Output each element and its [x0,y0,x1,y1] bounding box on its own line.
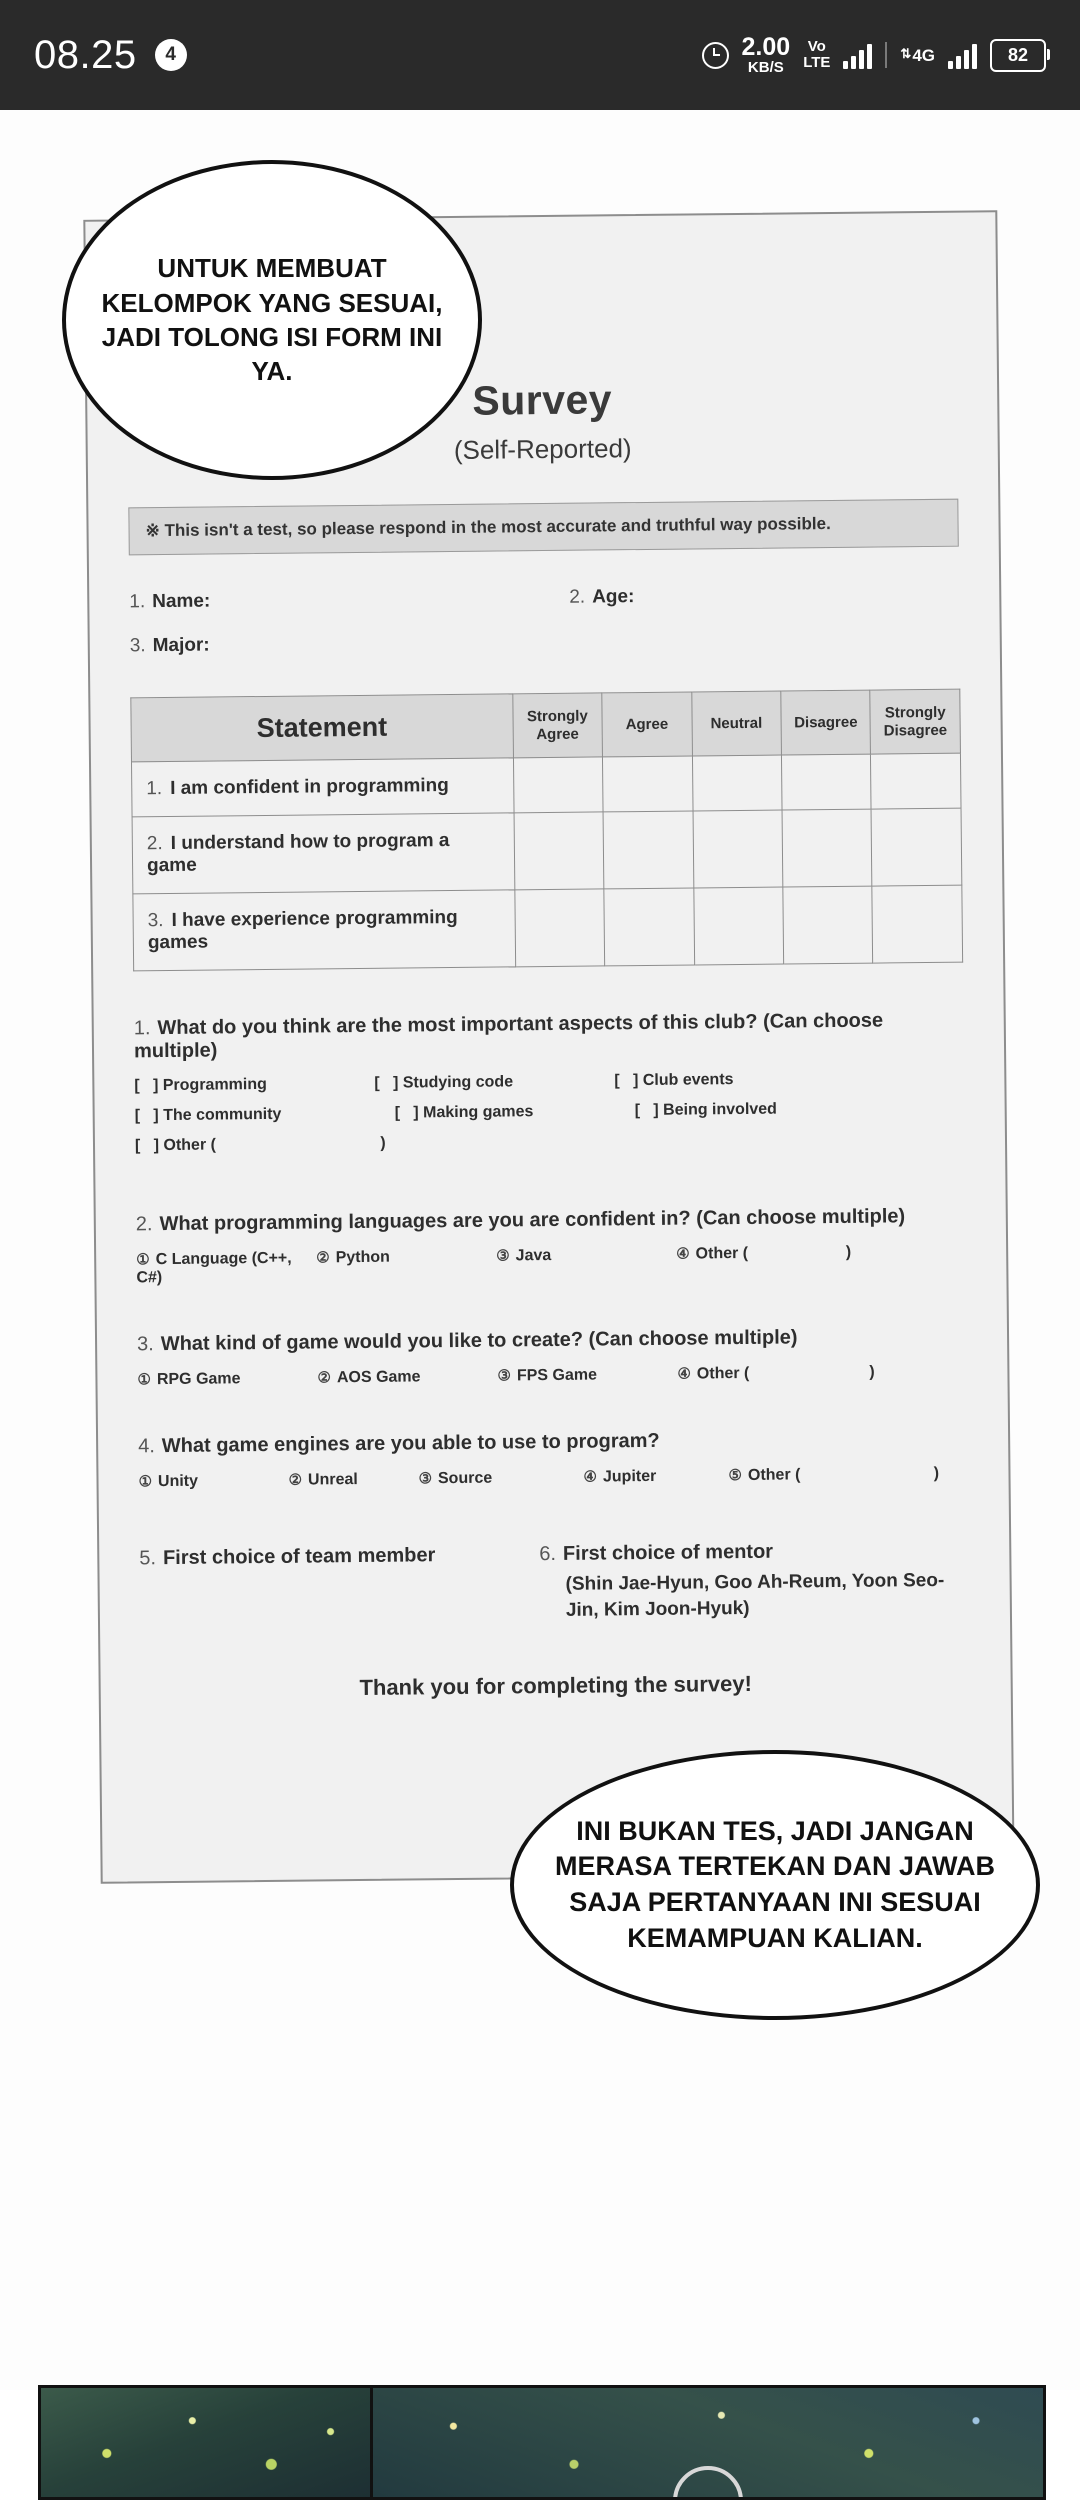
q1-option-other[interactable]: [ ] Other ( ) [134,1134,386,1155]
question-6-mentor-list: (Shin Jae-Hyun, Goo Ah-Reum, Yoon Seo-Jin, Kim Joon-Hyuk) [565,1569,945,1621]
likert-row-3-number: 3. [147,910,164,932]
alarm-icon [702,42,729,69]
question-2-title [136,1205,966,1237]
q1-option-studying-code-label: Studying code [402,1073,514,1092]
q4-option-other-label: Other ( [747,1466,801,1484]
q3-option-rpg-game[interactable]: ① RPG Game [137,1370,241,1389]
likert-row-1-statement [131,758,513,817]
q1-option-studying-code[interactable]: [ ] Studying code [374,1073,514,1092]
likert-table [130,689,963,972]
question-2 [136,1205,967,1288]
q1-option-being-involved[interactable]: [ ] Being involved [634,1100,778,1120]
likert-cell-3-3[interactable] [693,887,783,965]
q3-option-fps-game[interactable]: ③ FPS Game [497,1366,598,1385]
likert-cell-1-3[interactable] [692,755,782,811]
q4-option-unity[interactable]: ① Unity [138,1472,199,1491]
q2-option-python[interactable]: ② Python [316,1248,390,1267]
speech-balloon-bottom-text: INI BUKAN TES, JADI JANGAN MERASA TERTEKAN DAN JAWAB SAJA PERTANYAAN INI SESUAI KEMAMPUAN KALIAN. [554,1815,995,1953]
question-6 [539,1539,950,1624]
q1-option-club-events[interactable]: [ ] Club events [614,1071,734,1090]
volte-line-2: LTE [803,54,831,71]
q3-option-aos-game-label: AOS Game [336,1368,421,1387]
survey-notice: ※ This isn't a test, so please respond in the most accurate and truthful way possible. [128,499,958,556]
q2-option-other[interactable]: ④ Other ( ) [676,1243,852,1263]
question-1-title [134,1009,964,1064]
likert-cell-3-5[interactable] [872,885,962,963]
notification-count-badge: 4 [155,39,187,71]
q1-option-programming[interactable]: [ ] Programming [134,1075,267,1095]
question-2-number: 2. [135,1213,153,1236]
question-4-number: 4. [138,1435,155,1458]
field-age [569,586,634,609]
question-1-number: 1. [133,1017,151,1040]
question-3-number: 3. [136,1333,154,1356]
data-type-label: 4G [912,45,935,65]
signal-bars-sim1-icon [843,41,872,69]
likert-cell-1-5[interactable] [871,753,961,809]
survey-thanks: Thank you for completing the survey! [359,1671,752,1701]
likert-col-disagree: Disagree [781,690,871,755]
question-1-options [134,1069,965,1168]
table-row [133,885,963,971]
question-3-title [137,1325,967,1357]
network-speed-value: 2.00 [741,32,791,61]
speech-balloon-top [62,160,482,480]
identity-row-1 [129,583,959,614]
likert-header-row [131,689,961,762]
likert-row-3-statement [133,890,515,971]
q3-option-rpg-game-label: RPG Game [156,1370,241,1389]
likert-row-3-text: I have experience programming games [147,906,458,954]
next-panel-strip [38,2385,1046,2500]
next-panel-right [370,2388,1043,2497]
field-major [130,631,570,658]
identity-row-2 [130,627,960,658]
likert-cell-2-1[interactable] [514,812,604,890]
likert-col-agree: Agree [602,692,692,757]
network-speed-indicator [741,32,791,76]
likert-row-1-text: I am confident in programming [170,775,449,799]
signal-bars-sim2-icon [948,41,977,69]
table-row [131,753,961,817]
q3-option-other-label: Other ( [696,1364,750,1383]
battery-percent: 82 [1007,44,1029,65]
q4-option-source[interactable]: ③ Source [418,1469,493,1488]
speech-balloon-bottom [510,1750,1040,2020]
table-row [132,808,962,894]
q1-option-the-community-label: The community [163,1105,282,1125]
likert-cell-2-3[interactable] [693,810,783,888]
likert-row-2-statement [132,813,514,894]
battery-icon [990,39,1046,72]
q2-option-other-label: Other ( [695,1244,749,1263]
status-bar [0,0,1080,110]
volte-icon [803,39,830,71]
next-panel-left [41,2388,370,2497]
status-bar-left [34,33,187,78]
field-name [129,587,569,614]
likert-cell-1-4[interactable] [781,754,871,810]
q1-option-club-events-label: Club events [642,1071,734,1090]
likert-cell-3-1[interactable] [514,889,604,967]
q2-option-c-language[interactable]: ① C Language (C++, C#) [136,1249,292,1287]
q4-option-unreal[interactable]: ② Unreal [288,1471,358,1489]
q1-option-the-community[interactable]: [ ] The community [134,1105,282,1125]
q1-option-other-label: Other ( [163,1136,217,1155]
question-6-text: First choice of mentor [562,1540,774,1565]
q1-option-programming-label: Programming [162,1075,267,1095]
likert-col-strongly-agree: Strongly Agree [512,693,602,758]
field-age-number: 2. [569,586,586,608]
survey-subtitle: (Self-Reported) [453,433,632,465]
q4-option-source-label: Source [437,1469,493,1488]
question-5-text: First choice of team member [162,1544,436,1570]
network-speed-unit: KB/S [747,58,784,76]
q2-option-java-label: Java [515,1246,552,1265]
question-6-number: 6. [539,1542,557,1566]
q3-option-other[interactable]: ④ Other ( ) [677,1363,875,1383]
q4-option-jupiter[interactable]: ④ Jupiter [583,1467,657,1486]
question-5-6-row [139,1539,970,1628]
q1-option-making-games-label: Making games [423,1103,534,1122]
status-bar-right [702,32,1046,76]
field-major-number: 3. [129,635,146,657]
likert-col-strongly-disagree: Strongly Disagree [870,689,960,754]
q1-option-making-games[interactable]: [ ] Making games [394,1103,534,1122]
likert-cell-2-4[interactable] [782,809,872,887]
speech-balloon-top-text: UNTUK MEMBUAT KELOMPOK YANG SESUAI, JADI TOLONG ISI FORM INI YA. [101,253,443,387]
q4-option-jupiter-label: Jupiter [602,1467,657,1486]
likert-cell-2-2[interactable] [603,811,693,889]
question-2-options [136,1242,966,1288]
q1-option-being-involved-label: Being involved [663,1100,778,1119]
comic-page [0,110,1080,2390]
question-4 [138,1427,969,1492]
data-type-icon: ⇅ 4G [900,45,935,65]
likert-cell-1-2[interactable] [603,756,693,812]
field-age-label: Age: [592,586,635,608]
question-4-options [138,1464,968,1492]
likert-cell-1-1[interactable] [513,757,603,813]
likert-row-2-text: I understand how to program a game [146,830,450,877]
q2-option-java[interactable]: ③ Java [496,1246,552,1265]
likert-row-1-number: 1. [146,778,163,800]
question-4-text: What game engines are you able to use to program? [161,1429,660,1458]
likert-cell-2-5[interactable] [871,808,961,886]
likert-cell-3-2[interactable] [604,888,694,966]
field-name-number: 1. [129,591,146,613]
q4-option-other[interactable]: ⑤ Other ( ) [728,1464,940,1485]
question-1 [134,1009,966,1168]
likert-col-neutral: Neutral [691,691,781,756]
likert-statement-header: Statement [131,694,513,762]
question-5 [139,1543,540,1627]
likert-row-2-number: 2. [146,833,163,855]
q3-option-aos-game[interactable]: ② AOS Game [317,1368,421,1387]
q2-option-c-language-label: C Language (C++, C#) [136,1249,292,1287]
sim-divider [885,42,887,68]
question-5-number: 5. [139,1547,157,1570]
volte-line-1: Vo [807,38,826,56]
field-name-label: Name: [152,590,211,613]
field-major-label: Major: [152,634,210,657]
q3-option-fps-game-label: FPS Game [516,1366,598,1385]
question-1-text: What do you think are the most important aspects of this club? (Can choose multiple) [133,1009,884,1063]
likert-cell-3-4[interactable] [783,886,873,964]
question-4-title [138,1427,968,1459]
question-2-text: What programming languages are you are confident in? (Can choose multiple) [159,1205,906,1236]
status-clock: 08.25 [34,32,137,77]
question-3-options [137,1362,967,1390]
q4-option-unreal-label: Unreal [307,1471,358,1489]
question-3 [137,1325,968,1390]
question-3-text: What kind of game would you like to create? (Can choose multiple) [160,1326,798,1356]
q2-option-python-label: Python [335,1248,390,1267]
survey-title: Survey [472,376,613,424]
q4-option-unity-label: Unity [157,1472,199,1491]
ring-shape-icon [673,2466,743,2497]
